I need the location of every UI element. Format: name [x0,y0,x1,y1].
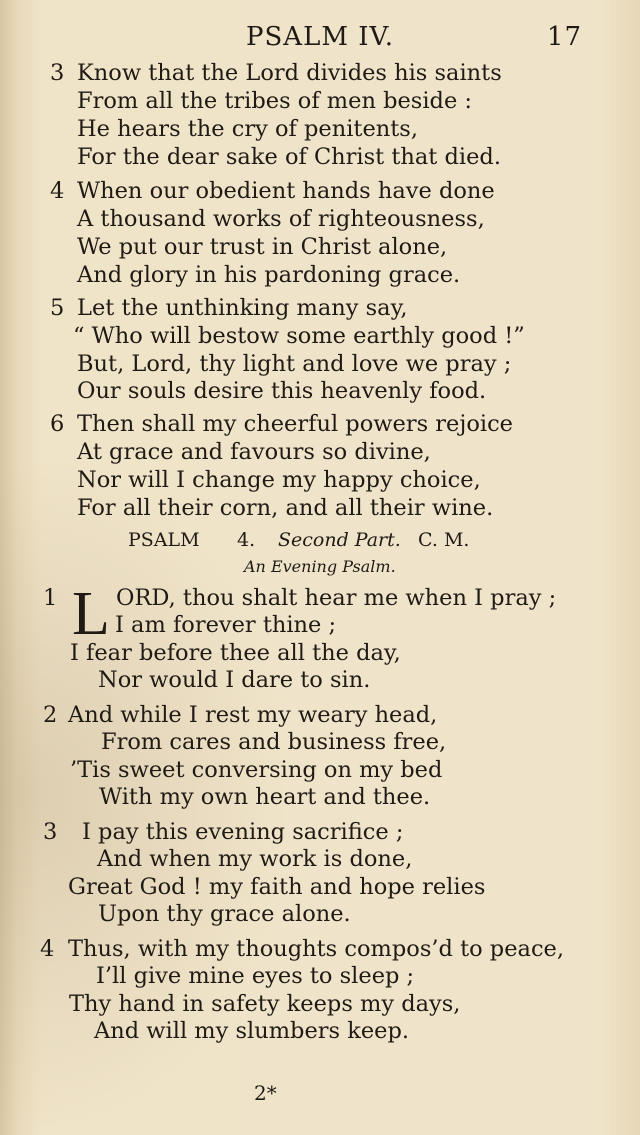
verse-line: A thousand works of righteousness, [77,206,485,232]
stanza-number: 3 [50,60,65,86]
verse-line: Thy hand in safety keeps my days, [69,991,461,1017]
verse-line: From cares and business free, [101,729,447,755]
part-label: Second Part. [278,529,401,551]
verse-line: Let the unthinking many say, [77,295,408,321]
verse-line: Thus, with my thoughts compos’d to peace, [68,936,565,962]
verse-line: And when my work is done, [97,846,413,872]
verse-line: We put our trust in Christ alone, [77,234,448,260]
verse-line: For the dear sake of Christ that died. [77,144,501,170]
verse-line: Great God ! my faith and hope relies [68,874,486,900]
verse-line: I’ll give mine eyes to sleep ; [96,963,415,989]
stanza-number: 1 [43,585,58,611]
verse-line: I fear before thee all the day, [70,640,401,666]
verse-line: When our obedient hands have done [77,178,495,204]
verse-line: Know that the Lord divides his saints [77,60,502,86]
meter-label: C. M. [418,529,470,551]
verse-line: Upon thy grace alone. [98,901,351,927]
psalm-number: 4. [237,529,256,551]
verse-line: Nor will I change my happy choice, [77,467,481,493]
psalm-subtitle: An Evening Psalm. [244,557,396,576]
stanza-number: 4 [40,936,55,962]
verse-line: Nor would I dare to sin. [98,667,371,693]
verse-line: Then shall my cheerful powers rejoice [77,411,513,437]
verse-line: Our souls desire this heavenly food. [77,378,487,404]
verse-line: “ Who will bestow some earthly good !” [73,323,525,349]
running-head: PSALM IV. [245,22,394,52]
verse-line: But, Lord, thy light and love we pray ; [77,351,512,377]
page-number: 17 [546,22,582,52]
stanza-number: 6 [50,411,65,437]
verse-line: At grace and favours so divine, [77,439,431,465]
verse-line: ORD, thou shalt hear me when I pray ; [116,585,557,611]
verse-line: With my own heart and thee. [99,784,431,810]
verse-line: I pay this evening sacrifice ; [82,819,404,845]
verse-line: For all their corn, and all their wine. [77,495,494,521]
psalm-title: PSALM [128,529,200,551]
verse-line: I am forever thine ; [115,612,337,638]
stanza-number: 3 [43,819,58,845]
verse-line: And glory in his pardoning grace. [77,262,461,288]
drop-cap: L [72,580,110,648]
stanza-number: 5 [50,295,65,321]
verse-line: And will my slumbers keep. [94,1018,410,1044]
stanza-number: 4 [50,178,65,204]
verse-line: ’Tis sweet conversing on my bed [70,757,443,783]
stanza-number: 2 [43,702,58,728]
verse-line: From all the tribes of men beside : [77,88,473,114]
signature-mark: 2* [254,1081,277,1105]
verse-line: And while I rest my weary head, [68,702,438,728]
verse-line: He hears the cry of penitents, [77,116,419,142]
